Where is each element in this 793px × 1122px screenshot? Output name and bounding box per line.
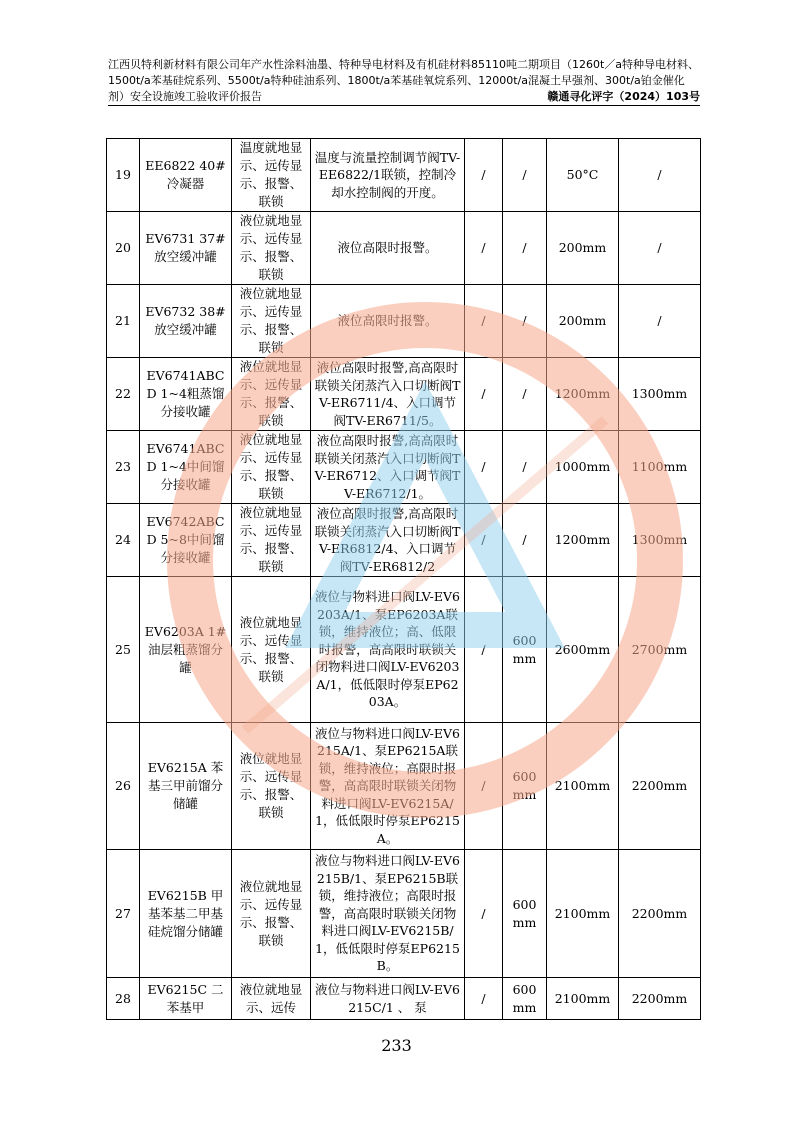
- interlock-description: 温度与流量控制调节阀TV-EE6822/1联锁，控制冷却水控制阀的开度。: [311, 139, 465, 212]
- equipment-name: EV6731 37#放空缓冲罐: [140, 212, 232, 285]
- column-6-value: /: [503, 431, 547, 504]
- row-number: 21: [107, 285, 140, 358]
- equipment-name: EV6741ABCD 1~4中间馏分接收罐: [140, 431, 232, 504]
- equipment-name: EV6732 38#放空缓冲罐: [140, 285, 232, 358]
- column-6-value: /: [503, 285, 547, 358]
- function-cell: 液位就地显示、远传显示、报警、联锁: [232, 577, 311, 723]
- function-cell: 液位就地显示、远传: [232, 978, 311, 1020]
- interlock-description: 液位高限时报警,高高限时联锁关闭蒸汽入口切断阀TV-ER6711/4、入口调节阀TV-ER6711/5。: [311, 358, 465, 431]
- column-6-value: /: [503, 504, 547, 577]
- column-8-value: 2200mm: [619, 850, 701, 978]
- column-8-value: /: [619, 285, 701, 358]
- interlock-description: 液位与物料进口阀LV-EV6215B/1、泵EP6215B联锁，维持液位；高限时报警，高高限时联锁关闭物料进口阀LV-EV6215B/1，低低限时停泵EP6215B。: [311, 850, 465, 978]
- row-number: 23: [107, 431, 140, 504]
- column-7-value: 1000mm: [547, 431, 619, 504]
- interlock-description: 液位高限时报警,高高限时联锁关闭蒸汽入口切断阀TV-ER6812/4、入口调节阀TV-ER6812/2: [311, 504, 465, 577]
- table-row: [107, 358, 701, 431]
- function-cell: 液位就地显示、远传显示、报警、联锁: [232, 504, 311, 577]
- column-7-value: 1200mm: [547, 358, 619, 431]
- row-number: 19: [107, 139, 140, 212]
- column-5-value: /: [465, 431, 503, 504]
- interlock-description: 液位与物料进口阀LV-EV6215C/1 、 泵: [311, 978, 465, 1020]
- column-5-value: /: [465, 978, 503, 1020]
- header-title: 江西贝特利新材料有限公司年产水性涂料油墨、特种导电材料及有机硅材料85110吨二期项目（1260t／a特种导电材料、1500t/a苯基硅烷系列、5500t/a特种硅油系列、1800t/a苯基硅氧烷系列、12000t/a混凝土早强剂、300t/a铂金催化剂）安全设施竣工验收评价报告: [108, 58, 700, 103]
- row-number: 24: [107, 504, 140, 577]
- column-5-value: /: [465, 850, 503, 978]
- function-cell: 液位就地显示、远传显示、报警、联锁: [232, 285, 311, 358]
- equipment-name: EV6215C 二苯基甲: [140, 978, 232, 1020]
- column-7-value: 2600mm: [547, 577, 619, 723]
- column-7-value: 50°C: [547, 139, 619, 212]
- equipment-name: EV6203A 1#油层粗蒸馏分罐: [140, 577, 232, 723]
- function-cell: 温度就地显示、远传显示、报警、联锁: [232, 139, 311, 212]
- interlock-description: 液位高限时报警。: [311, 212, 465, 285]
- function-cell: 液位就地显示、远传显示、报警、联锁: [232, 431, 311, 504]
- equipment-name: EV6215B 甲基苯基二甲基硅烷馏分储罐: [140, 850, 232, 978]
- column-7-value: 2100mm: [547, 978, 619, 1020]
- column-8-value: 2700mm: [619, 577, 701, 723]
- equipment-name: EE6822 40#冷凝器: [140, 139, 232, 212]
- table-row: [107, 850, 701, 978]
- column-8-value: 1300mm: [619, 358, 701, 431]
- column-7-value: 2100mm: [547, 723, 619, 850]
- column-6-value: /: [503, 212, 547, 285]
- interlock-description: 液位与物料进口阀LV-EV6203A/1、泵EP6203A联锁，维持液位；高、低限时报警，高高限时联锁关闭物料进口阀LV-EV6203A/1，低低限时停泵EP6203A。: [311, 577, 465, 723]
- function-cell: 液位就地显示、远传显示、报警、联锁: [232, 723, 311, 850]
- column-6-value: 600 mm: [503, 850, 547, 978]
- table-row: [107, 723, 701, 850]
- column-5-value: /: [465, 358, 503, 431]
- equipment-name: EV6742ABCD 5~8中间馏分接收罐: [140, 504, 232, 577]
- table-row: [107, 285, 701, 358]
- function-cell: 液位就地显示、远传显示、报警、联锁: [232, 212, 311, 285]
- column-8-value: /: [619, 139, 701, 212]
- column-8-value: 2200mm: [619, 723, 701, 850]
- table-row: [107, 431, 701, 504]
- page-header: [108, 57, 700, 105]
- table-row: [107, 504, 701, 577]
- column-8-value: 2200mm: [619, 978, 701, 1020]
- safety-interlock-table: [106, 138, 701, 1020]
- row-number: 20: [107, 212, 140, 285]
- table-row: [107, 978, 701, 1020]
- row-number: 25: [107, 577, 140, 723]
- column-5-value: /: [465, 139, 503, 212]
- function-cell: 液位就地显示、远传显示、报警、联锁: [232, 850, 311, 978]
- header-rule: [108, 105, 700, 106]
- column-8-value: /: [619, 212, 701, 285]
- row-number: 26: [107, 723, 140, 850]
- column-5-value: /: [465, 577, 503, 723]
- page-number: 233: [381, 1036, 412, 1055]
- column-8-value: 1300mm: [619, 504, 701, 577]
- equipment-name: EV6741ABCD 1~4粗蒸馏分接收罐: [140, 358, 232, 431]
- column-6-value: /: [503, 358, 547, 431]
- interlock-description: 液位高限时报警。: [311, 285, 465, 358]
- table-row: [107, 212, 701, 285]
- document-number: 赣通寻化评字（2024）103号: [547, 90, 700, 103]
- column-6-value: 600 mm: [503, 577, 547, 723]
- interlock-description: 液位高限时报警,高高限时联锁关闭蒸汽入口切断阀TV-ER6712、入口调节阀TV-ER6712/1。: [311, 431, 465, 504]
- column-5-value: /: [465, 285, 503, 358]
- column-7-value: 200mm: [547, 285, 619, 358]
- column-7-value: 1200mm: [547, 504, 619, 577]
- column-5-value: /: [465, 212, 503, 285]
- column-7-value: 2100mm: [547, 850, 619, 978]
- column-7-value: 200mm: [547, 212, 619, 285]
- column-6-value: 600 mm: [503, 978, 547, 1020]
- column-5-value: /: [465, 504, 503, 577]
- table-row: [107, 139, 701, 212]
- column-6-value: 600 mm: [503, 723, 547, 850]
- interlock-description: 液位与物料进口阀LV-EV6215A/1、泵EP6215A联锁，维持液位；高限时报警，高高限时联锁关闭物料进口阀LV-EV6215A/1，低低限时停泵EP6215A。: [311, 723, 465, 850]
- row-number: 22: [107, 358, 140, 431]
- table-row: [107, 577, 701, 723]
- column-5-value: /: [465, 723, 503, 850]
- row-number: 28: [107, 978, 140, 1020]
- equipment-name: EV6215A 苯基三甲前馏分储罐: [140, 723, 232, 850]
- column-8-value: 1100mm: [619, 431, 701, 504]
- function-cell: 液位就地显示、远传显示、报警、联锁: [232, 358, 311, 431]
- row-number: 27: [107, 850, 140, 978]
- column-6-value: /: [503, 139, 547, 212]
